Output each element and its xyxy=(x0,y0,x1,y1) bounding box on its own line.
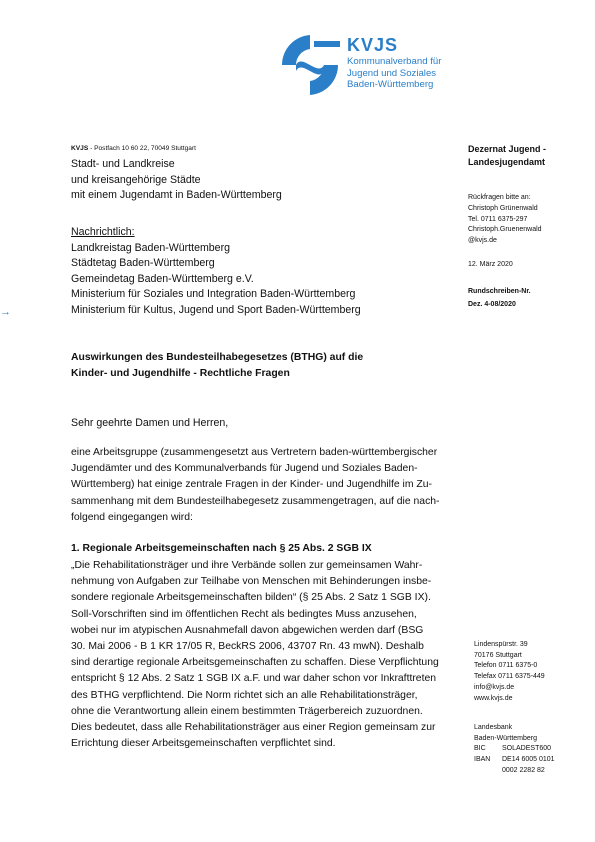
cc-block: Nachrichtlich: Landkreistag Baden-Württemberg Städtetag Baden-Württemberg Gemeindetag Baden-Württemberg e.V. Ministerium für Soziales und Integration Baden-Württemberg Ministerium für Kultus, Jugend und Sport Baden-Württemberg xyxy=(71,226,361,316)
letter-date: 12. März 2020 xyxy=(468,261,513,268)
arrow-right-icon: → xyxy=(0,306,11,318)
postal-address: Lindenspürstr. 39 70176 Stuttgart Telefon 0711 6375-0 Telefax 0711 6375-449 info@kvjs.de www.kvjs.de xyxy=(474,641,545,702)
bank-details: Landesbank Baden-Württemberg BIC SOLADEST600 IBAN DE14 6005 0101 0002 2282 82 xyxy=(474,724,555,774)
contact-info: Rückfragen bitte an: Christoph Grünenwald Tel. 0711 6375-297 Christoph.Gruenenwald @kvjs.de xyxy=(468,194,542,245)
department-heading: Dezernat Jugend - Landesjugendamt xyxy=(468,144,547,167)
greeting: Sehr geehrte Damen und Herren, xyxy=(71,417,229,429)
section-heading: 1. Regionale Arbeitsgemeinschaften nach § 25 Abs. 2 SGB IX xyxy=(71,543,372,554)
recipient-block: Stadt- und Landkreise und kreisangehörige Städte mit einem Jugendamt in Baden-Württemberg xyxy=(71,158,282,202)
intro-paragraph: eine Arbeitsgruppe (zusammengesetzt aus Vertretern baden-württembergischer Jugendämter und des Kommunalverbands für Jugend und Soziales Baden- Württemberg) hat einige zentrale Fragen in der Kinder- und Jugendhilfe im Zu- sammenhang mit dem Bundesteilhabegesetz zusammengetragen, auf die nach- folgend eingegangen wird: xyxy=(71,447,440,523)
kvjs-logo-icon xyxy=(276,31,344,99)
brand-subtitle: Kommunalverband für Jugend und Soziales Baden-Württemberg xyxy=(347,56,442,91)
letter-subject: Auswirkungen des Bundesteilhabegesetzes (BTHG) auf die Kinder- und Jugendhilfe - Rechtliche Fragen xyxy=(71,352,364,379)
circular-number: Rundschreiben-Nr. Dez. 4-08/2020 xyxy=(468,288,531,308)
sender-address-line: KVJS - Postfach 10 60 22, 70049 Stuttgart xyxy=(71,145,197,152)
brand-name: KVJS xyxy=(347,35,399,55)
cc-heading: Nachrichtlich: xyxy=(71,226,135,238)
section-body: „Die Rehabilitationsträger und ihre Verbände sollen zur gemeinsamen Wahr- nehmung von Aufgaben zur Teilhabe von Menschen mit Behinderungen insbe- sondere regionale Arbeitsgemeinschaften bilden“ (§ 25 Abs. 2 Satz 1 SGB IX). Soll-Vorschriften sind im öffentlichen Recht als bedingtes Muss anzusehen, wobei nur im atypischen Ausnahmefall davon abgewichen werden darf (BSG 30. Mai 2006 - B 1 KR 17/05 R, BeckRS 2006, 43707 Rn. 43 mwN). Deshalb sind derartige regionale Arbeitsgemeinschaften zu schaffen. Diese Verpflichtung entspricht § 12 Abs. 2 Satz 1 SGB IX a.F. und war daher schon vor Inkrafttreten des BTHG verpflichtend. Die Norm richtet sich an alle Rehabilitationsträger, ohne die Verantwortung allein einem bestimmten Trägerbereich zuzuordnen. Dies bedeutet, dass alle Rehabilitationsträger aus einer Region gemeinsam zur Errichtung dieser Arbeitsgemeinschaften verpflichtet sind. xyxy=(71,560,439,750)
